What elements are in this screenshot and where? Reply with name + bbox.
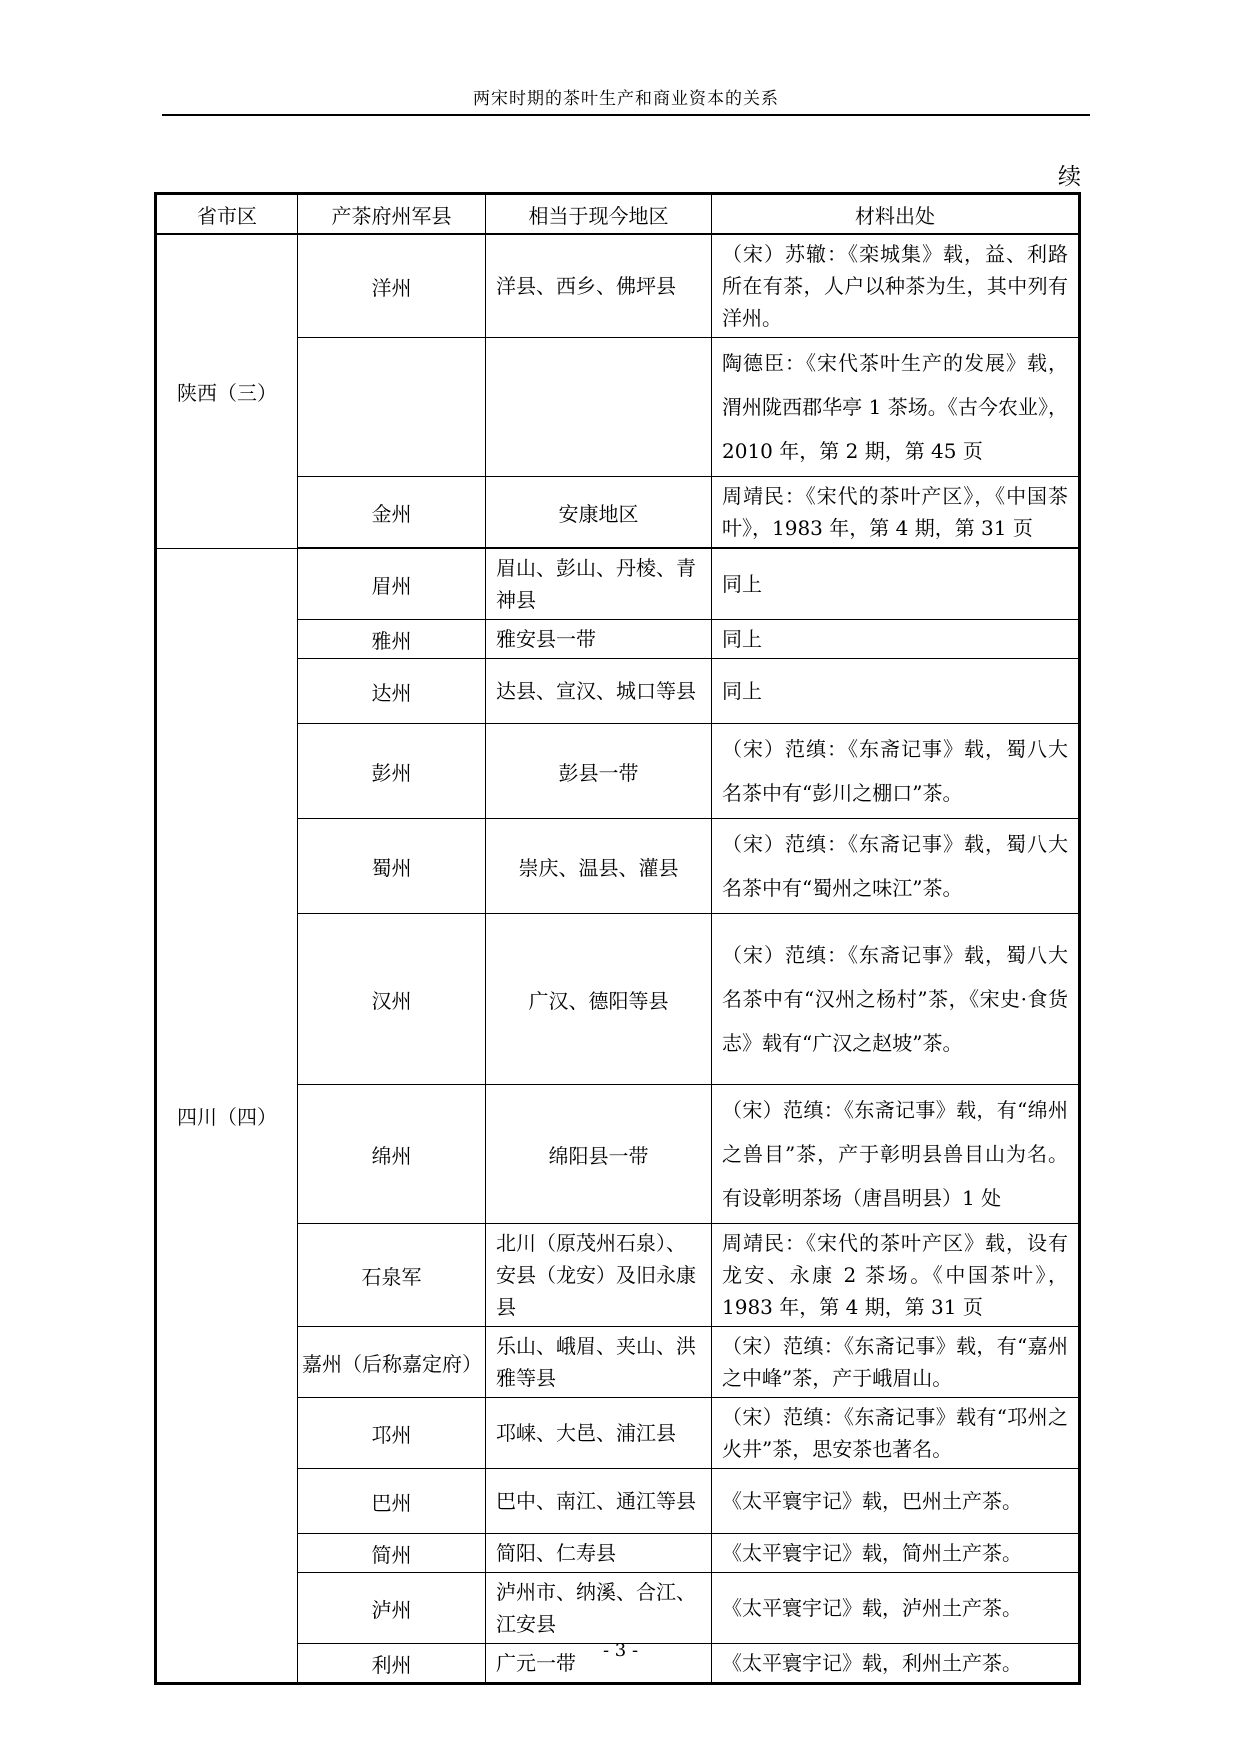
page-number: - 3 -: [602, 1640, 639, 1661]
region-cell: 彭县一带: [486, 724, 712, 819]
prefecture-cell: 绵州: [298, 1085, 486, 1224]
source-cell: （宋）范缜：《东斋记事》载，蜀八大名茶中有“蜀州之味江”茶。: [712, 819, 1080, 914]
table-row: [156, 234, 1080, 338]
source-cell: （宋）苏辙：《栾城集》载，益、利路所在有茶，人户以种茶为生，其中列有洋州。: [712, 234, 1080, 338]
continued-label: 续: [1058, 164, 1081, 190]
region-cell: 广元一带: [486, 1644, 712, 1684]
prefecture-cell: 简州: [298, 1534, 486, 1573]
prefecture-cell: 泸州: [298, 1573, 486, 1644]
region-cell: 达县、宣汉、城口等县: [486, 659, 712, 724]
region-cell: 安康地区: [486, 477, 712, 549]
region-cell: 洋县、西乡、佛坪县: [486, 234, 712, 338]
source-cell: 同上: [712, 659, 1080, 724]
region-cell: 巴中、南江、通江等县: [486, 1469, 712, 1534]
source-cell: 《太平寰宇记》载，简州土产茶。: [712, 1534, 1080, 1573]
source-cell: 周靖民：《宋代的茶叶产区》，《中国茶叶》，1983 年，第 4 期，第 31 页: [712, 477, 1080, 549]
source-cell: 《太平寰宇记》载，利州土产茶。: [712, 1644, 1080, 1684]
source-cell: 周靖民：《宋代的茶叶产区》载，设有龙安、永康 2 茶场。《中国茶叶》，1983 年，第 4 期，第 31 页: [712, 1224, 1080, 1327]
prefecture-cell: 邛州: [298, 1398, 486, 1469]
region-cell: [486, 338, 712, 477]
source-cell: （宋）范缜：《东斋记事》载，有“嘉州之中峰”茶，产于峨眉山。: [712, 1327, 1080, 1398]
column-header-province: 省市区: [156, 194, 298, 235]
source-cell: 《太平寰宇记》载，巴州土产茶。: [712, 1469, 1080, 1534]
prefecture-cell: 利州: [298, 1644, 486, 1684]
region-cell: 泸州市、纳溪、合江、江安县: [486, 1573, 712, 1644]
prefecture-cell: 洋州: [298, 234, 486, 338]
region-cell: 乐山、峨眉、夹山、洪雅等县: [486, 1327, 712, 1398]
region-cell: 广汉、德阳等县: [486, 914, 712, 1085]
running-header: 两宋时期的茶叶生产和商业资本的关系: [473, 89, 779, 109]
prefecture-cell: 雅州: [298, 620, 486, 659]
table-header-row: [156, 194, 1080, 235]
source-cell: （宋）范缜：《东斋记事》载，蜀八大名茶中有“汉州之杨村”茶，《宋史·食货志》载有“广汉之赵坡”茶。: [712, 914, 1080, 1085]
region-cell: 北川（原茂州石泉）、安县（龙安）及旧永康县: [486, 1224, 712, 1327]
column-header-prefecture: 产茶府州军县: [298, 194, 486, 235]
prefecture-cell: 眉州: [298, 548, 486, 620]
source-cell: （宋）范缜：《东斋记事》载有“邛州之火井”茶，思安茶也著名。: [712, 1398, 1080, 1469]
region-cell: 绵阳县一带: [486, 1085, 712, 1224]
source-cell: 陶德臣：《宋代茶叶生产的发展》载，渭州陇西郡华亭 1 茶场。《古今农业》，2010 年，第 2 期，第 45 页: [712, 338, 1080, 477]
region-cell: 雅安县一带: [486, 620, 712, 659]
table-row: [156, 548, 1080, 620]
region-cell: 简阳、仁寿县: [486, 1534, 712, 1573]
header-rule: [162, 114, 1090, 116]
region-cell: 眉山、彭山、丹棱、青神县: [486, 548, 712, 620]
tea-production-table: [154, 192, 1081, 1685]
province-cell: 陕西（三）: [156, 234, 298, 548]
source-cell: （宋）范缜：《东斋记事》载，蜀八大名茶中有“彭川之棚口”茶。: [712, 724, 1080, 819]
province-cell: 四川（四）: [156, 548, 298, 1684]
prefecture-cell: 蜀州: [298, 819, 486, 914]
source-cell: （宋）范缜：《东斋记事》载，有“绵州之兽目”茶，产于彰明县兽目山为名。有设彰明茶场（唐昌明县）1 处: [712, 1085, 1080, 1224]
prefecture-cell: 金州: [298, 477, 486, 549]
prefecture-cell: 彭州: [298, 724, 486, 819]
prefecture-cell: 汉州: [298, 914, 486, 1085]
prefecture-cell: [298, 338, 486, 477]
source-cell: 《太平寰宇记》载，泸州土产茶。: [712, 1573, 1080, 1644]
column-header-source: 材料出处: [712, 194, 1080, 235]
prefecture-cell: 巴州: [298, 1469, 486, 1534]
source-cell: 同上: [712, 620, 1080, 659]
prefecture-cell: 嘉州（后称嘉定府）: [298, 1327, 486, 1398]
region-cell: 邛崃、大邑、浦江县: [486, 1398, 712, 1469]
column-header-region: 相当于现今地区: [486, 194, 712, 235]
prefecture-cell: 达州: [298, 659, 486, 724]
source-cell: 同上: [712, 548, 1080, 620]
region-cell: 崇庆、温县、灌县: [486, 819, 712, 914]
prefecture-cell: 石泉军: [298, 1224, 486, 1327]
